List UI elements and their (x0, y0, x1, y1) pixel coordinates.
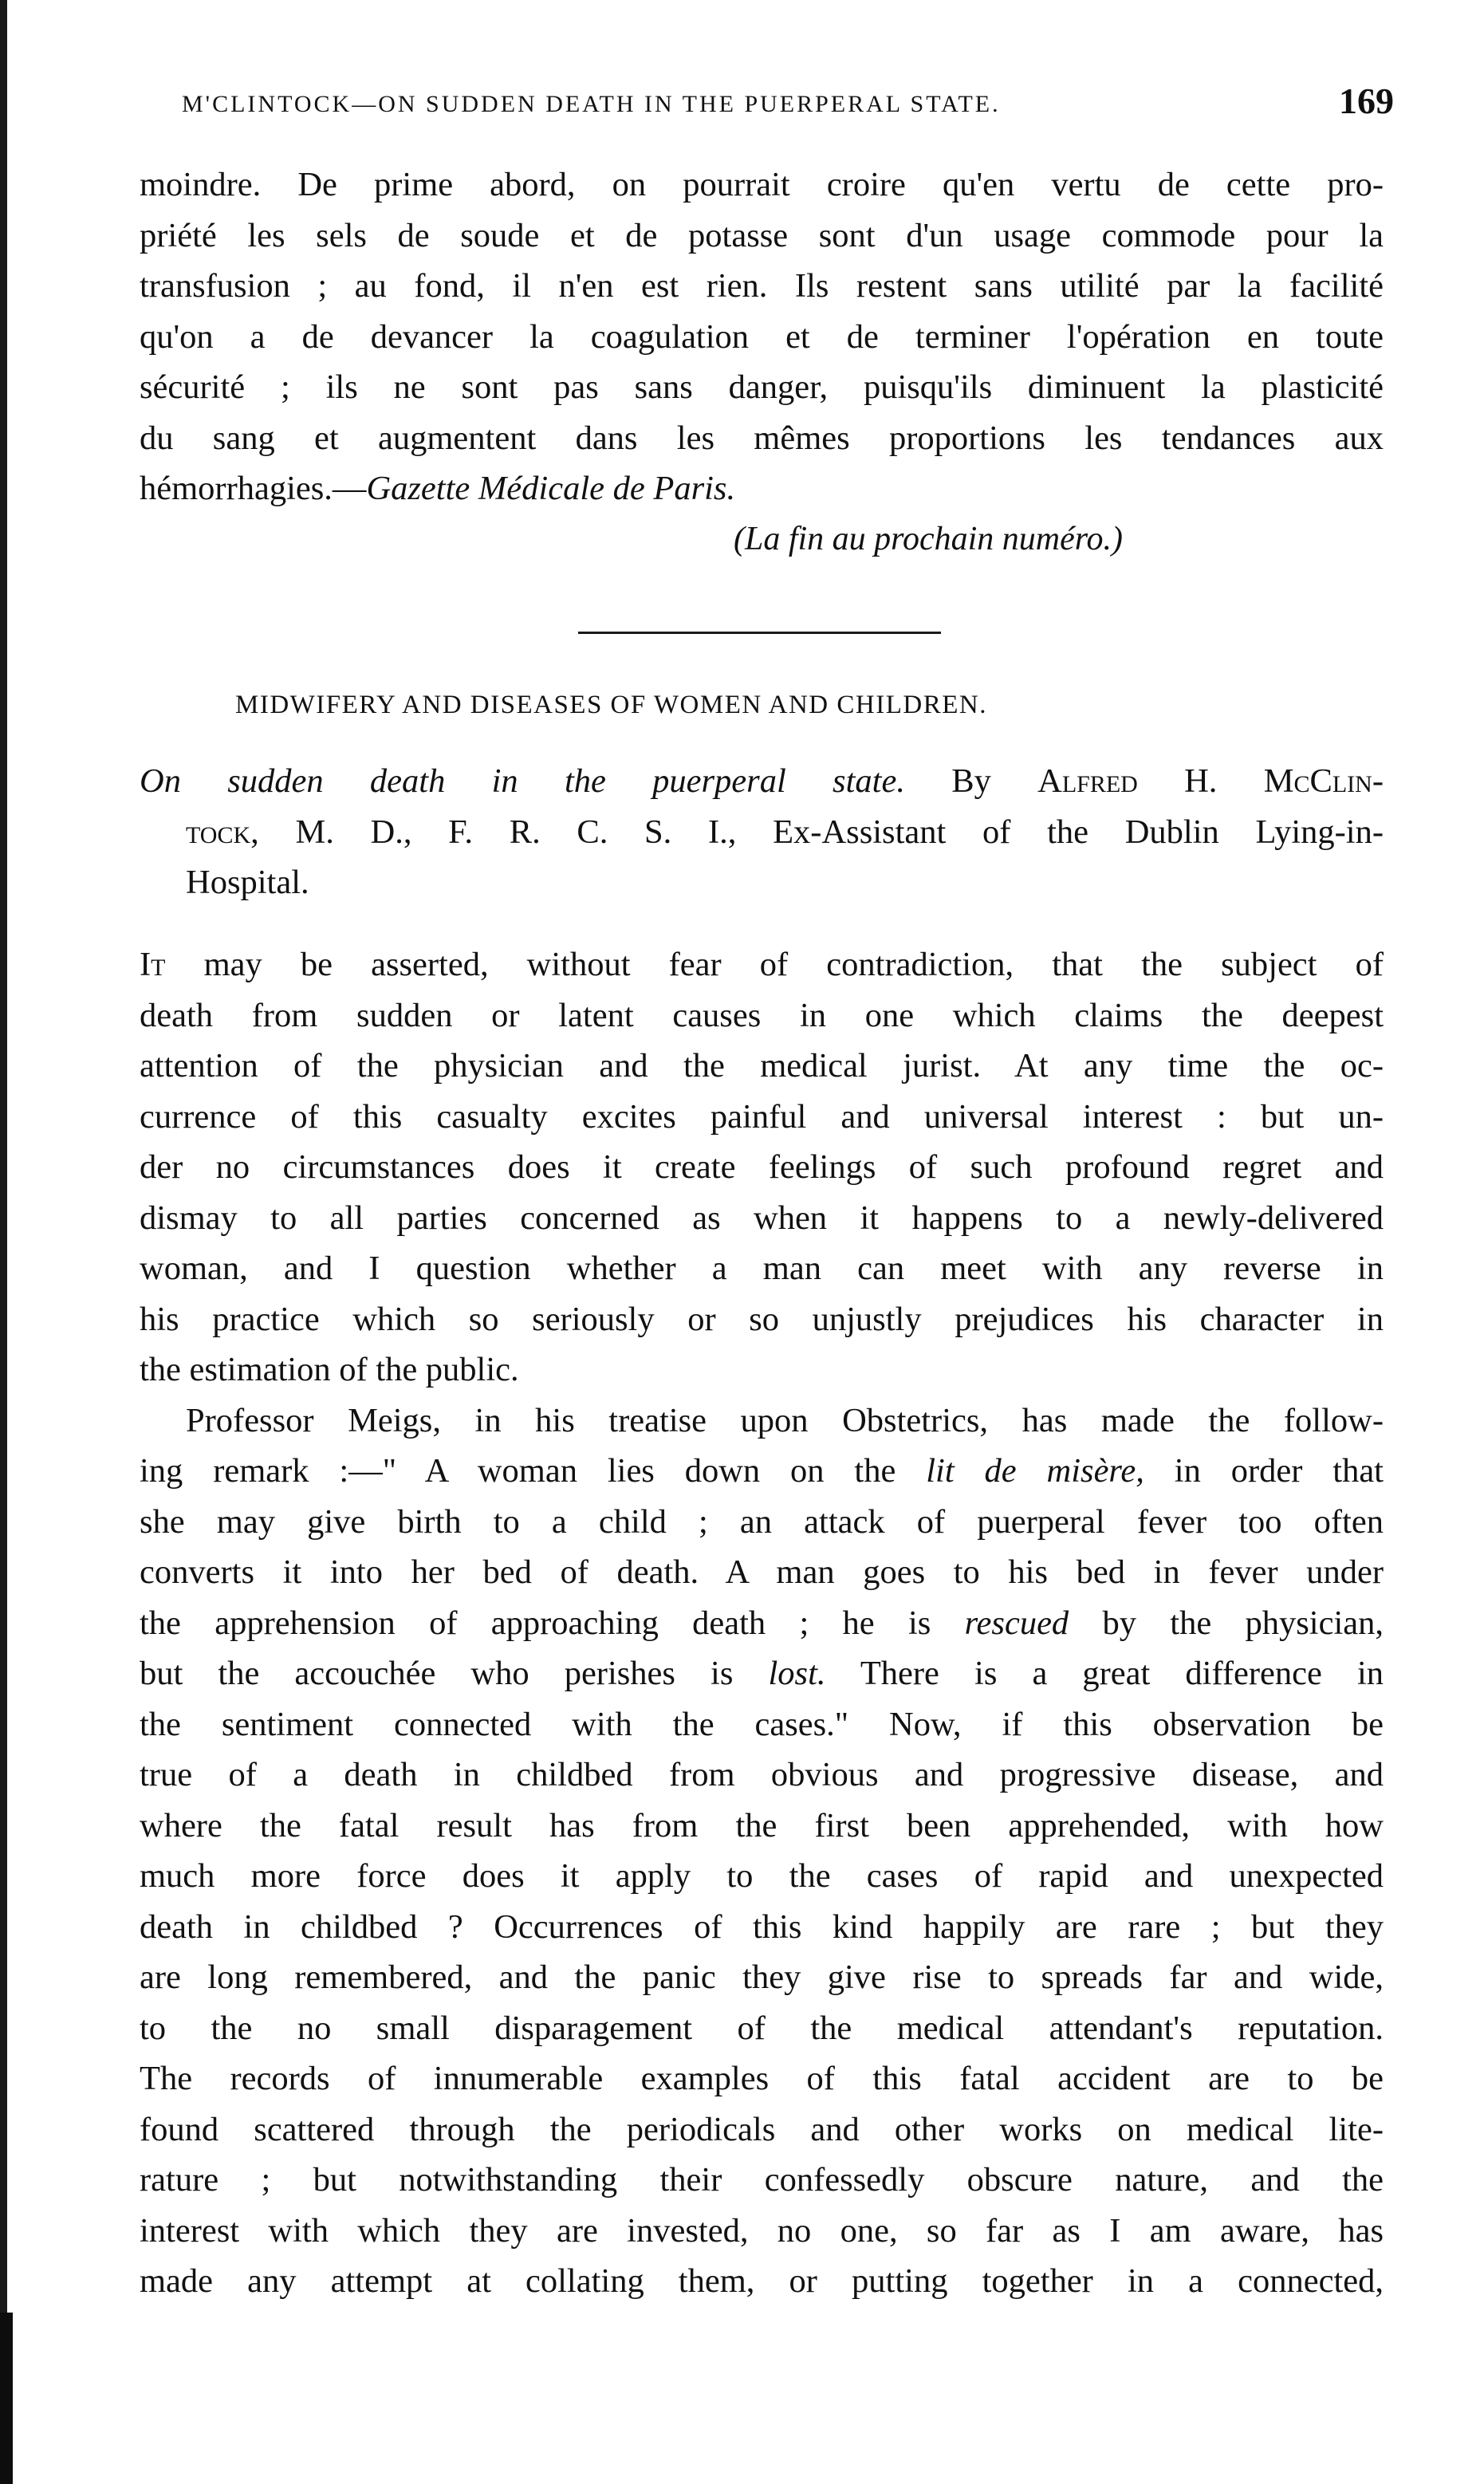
text-line: much more force does it apply to the cases of rapid and unexpected (140, 1857, 1384, 1895)
author-name: Alfred H. McClin- (1037, 762, 1384, 800)
continuation-paragraph (140, 159, 1384, 514)
text-line: The records of innumerable examples of this fatal accident are to be (140, 2060, 1384, 2097)
source-citation: Gazette Médicale de Paris. (366, 470, 736, 507)
text-fragment: may be asserted, without fear of contradiction, that the subject of (165, 946, 1384, 983)
author-credentials-line (140, 807, 1384, 858)
continued-note: (La fin au prochain numéro.) (734, 521, 1124, 557)
text-line: where the fatal result has from the first been apprehended, with how (140, 1806, 1384, 1844)
text-line: the sentiment connected with the cases." Now, if this observation be (140, 1705, 1384, 1743)
page-binding-shadow (0, 2313, 13, 2484)
opening-word: It (140, 946, 166, 983)
article-body (140, 939, 1384, 2307)
text-line: death in childbed ? Occurrences of this kind happily are rare ; but they (140, 1907, 1384, 1946)
text-line: the estimation of the public. (140, 1351, 519, 1388)
text-line: she may give birth to a child ; an attack of puerperal fever too often (140, 1502, 1384, 1541)
text-line: found scattered through the periodicals and other works on medical lite- (140, 2110, 1384, 2148)
text-fragment: but the accouchée who perishes is (140, 1655, 769, 1692)
text-line: death from sudden or latent causes in one which claims the deepest (140, 996, 1384, 1034)
text-line: du sang et augmentent dans les mêmes proportions les tendances aux (140, 419, 1384, 457)
text-line: currence of this casualty excites painful and universal interest : but un- (140, 1097, 1384, 1136)
section-divider (578, 632, 941, 634)
author-affiliation: Ex-Assistant of the Dublin Lying-in- (736, 813, 1384, 851)
text-fragment: by the physician, (1069, 1604, 1384, 1642)
text-line: dismay to all parties concerned as when it happens to a newly-delivered (140, 1199, 1384, 1237)
text-line: to the no small disparagement of the medical attendant's reputation. (140, 2009, 1384, 2047)
text-line: true of a death in childbed from obvious and progressive disease, and (140, 1756, 1384, 1793)
text-line: attention of the physician and the medical jurist. At any time the oc- (140, 1047, 1384, 1085)
text-line: qu'on a de devancer la coagulation et de terminer l'opération en toute (140, 317, 1384, 356)
byline-prefix: By (951, 762, 991, 800)
text-fragment: in order that (1144, 1452, 1384, 1490)
text-line: interest with which they are invested, no one, so far as I am aware, has (140, 2211, 1384, 2250)
text-line: made any attempt at collating them, or putting together in a connected, (140, 2262, 1384, 2300)
text-line: his practice which so seriously or so unjustly prejudices his character in (140, 1300, 1384, 1338)
article-title-block (140, 756, 1384, 908)
italic-phrase: rescued (964, 1604, 1069, 1642)
section-heading: MIDWIFERY AND DISEASES OF WOMEN AND CHILDREN. (235, 691, 987, 719)
text-fragment: hémorrhagies.— (140, 470, 367, 507)
article-title-line (140, 756, 1384, 807)
text-line (140, 1598, 1384, 1649)
text-line (140, 1648, 1384, 1699)
italic-phrase: lit de misère, (926, 1452, 1144, 1490)
text-line (140, 463, 1384, 514)
text-line: sécurité ; ils ne sont pas sans danger, puisqu'ils diminuent la plasticité (140, 368, 1384, 406)
running-title: M'CLINTOCK—ON SUDDEN DEATH IN THE PUERPERAL STATE. (182, 91, 1001, 117)
text-line: moindre. De prime abord, on pourrait croire qu'en vertu de cette pro- (140, 166, 1384, 203)
text-line: converts it into her bed of death. A man goes to his bed in fever under (140, 1553, 1384, 1591)
text-line: woman, and I question whether a man can meet with any reverse in (140, 1250, 1384, 1287)
text-line: der no circumstances does it create feelings of such profound regret and (140, 1148, 1384, 1186)
text-line (140, 939, 1384, 990)
text-line: Professor Meigs, in his treatise upon Obstetrics, has made the follow- (186, 1401, 1384, 1439)
page-number: 169 (1339, 81, 1394, 121)
author-credentials: tock, M. D., F. R. C. S. I., (186, 813, 737, 851)
text-fragment: There is a great difference in (825, 1655, 1384, 1692)
running-header (182, 80, 1394, 128)
italic-phrase: lost. (768, 1655, 826, 1692)
text-line (140, 1446, 1384, 1497)
article-title: On sudden death in the puerperal state. (140, 762, 905, 800)
text-line: transfusion ; au fond, il n'en est rien. Ils restent sans utilité par la facilité (140, 267, 1384, 305)
author-affiliation-line: Hospital. (186, 864, 309, 901)
text-line: rature ; but notwithstanding their confessedly obscure nature, and the (140, 2161, 1384, 2199)
text-line: are long remembered, and the panic they give rise to spreads far and wide, (140, 1958, 1384, 1996)
text-fragment: the apprehension of approaching death ; he is (140, 1604, 965, 1642)
page-binding-edge (0, 0, 7, 2484)
text-line: priété les sels de soude et de potasse sont d'un usage commode pour la (140, 216, 1384, 254)
text-fragment: ing remark :—" A woman lies down on the (140, 1452, 927, 1490)
